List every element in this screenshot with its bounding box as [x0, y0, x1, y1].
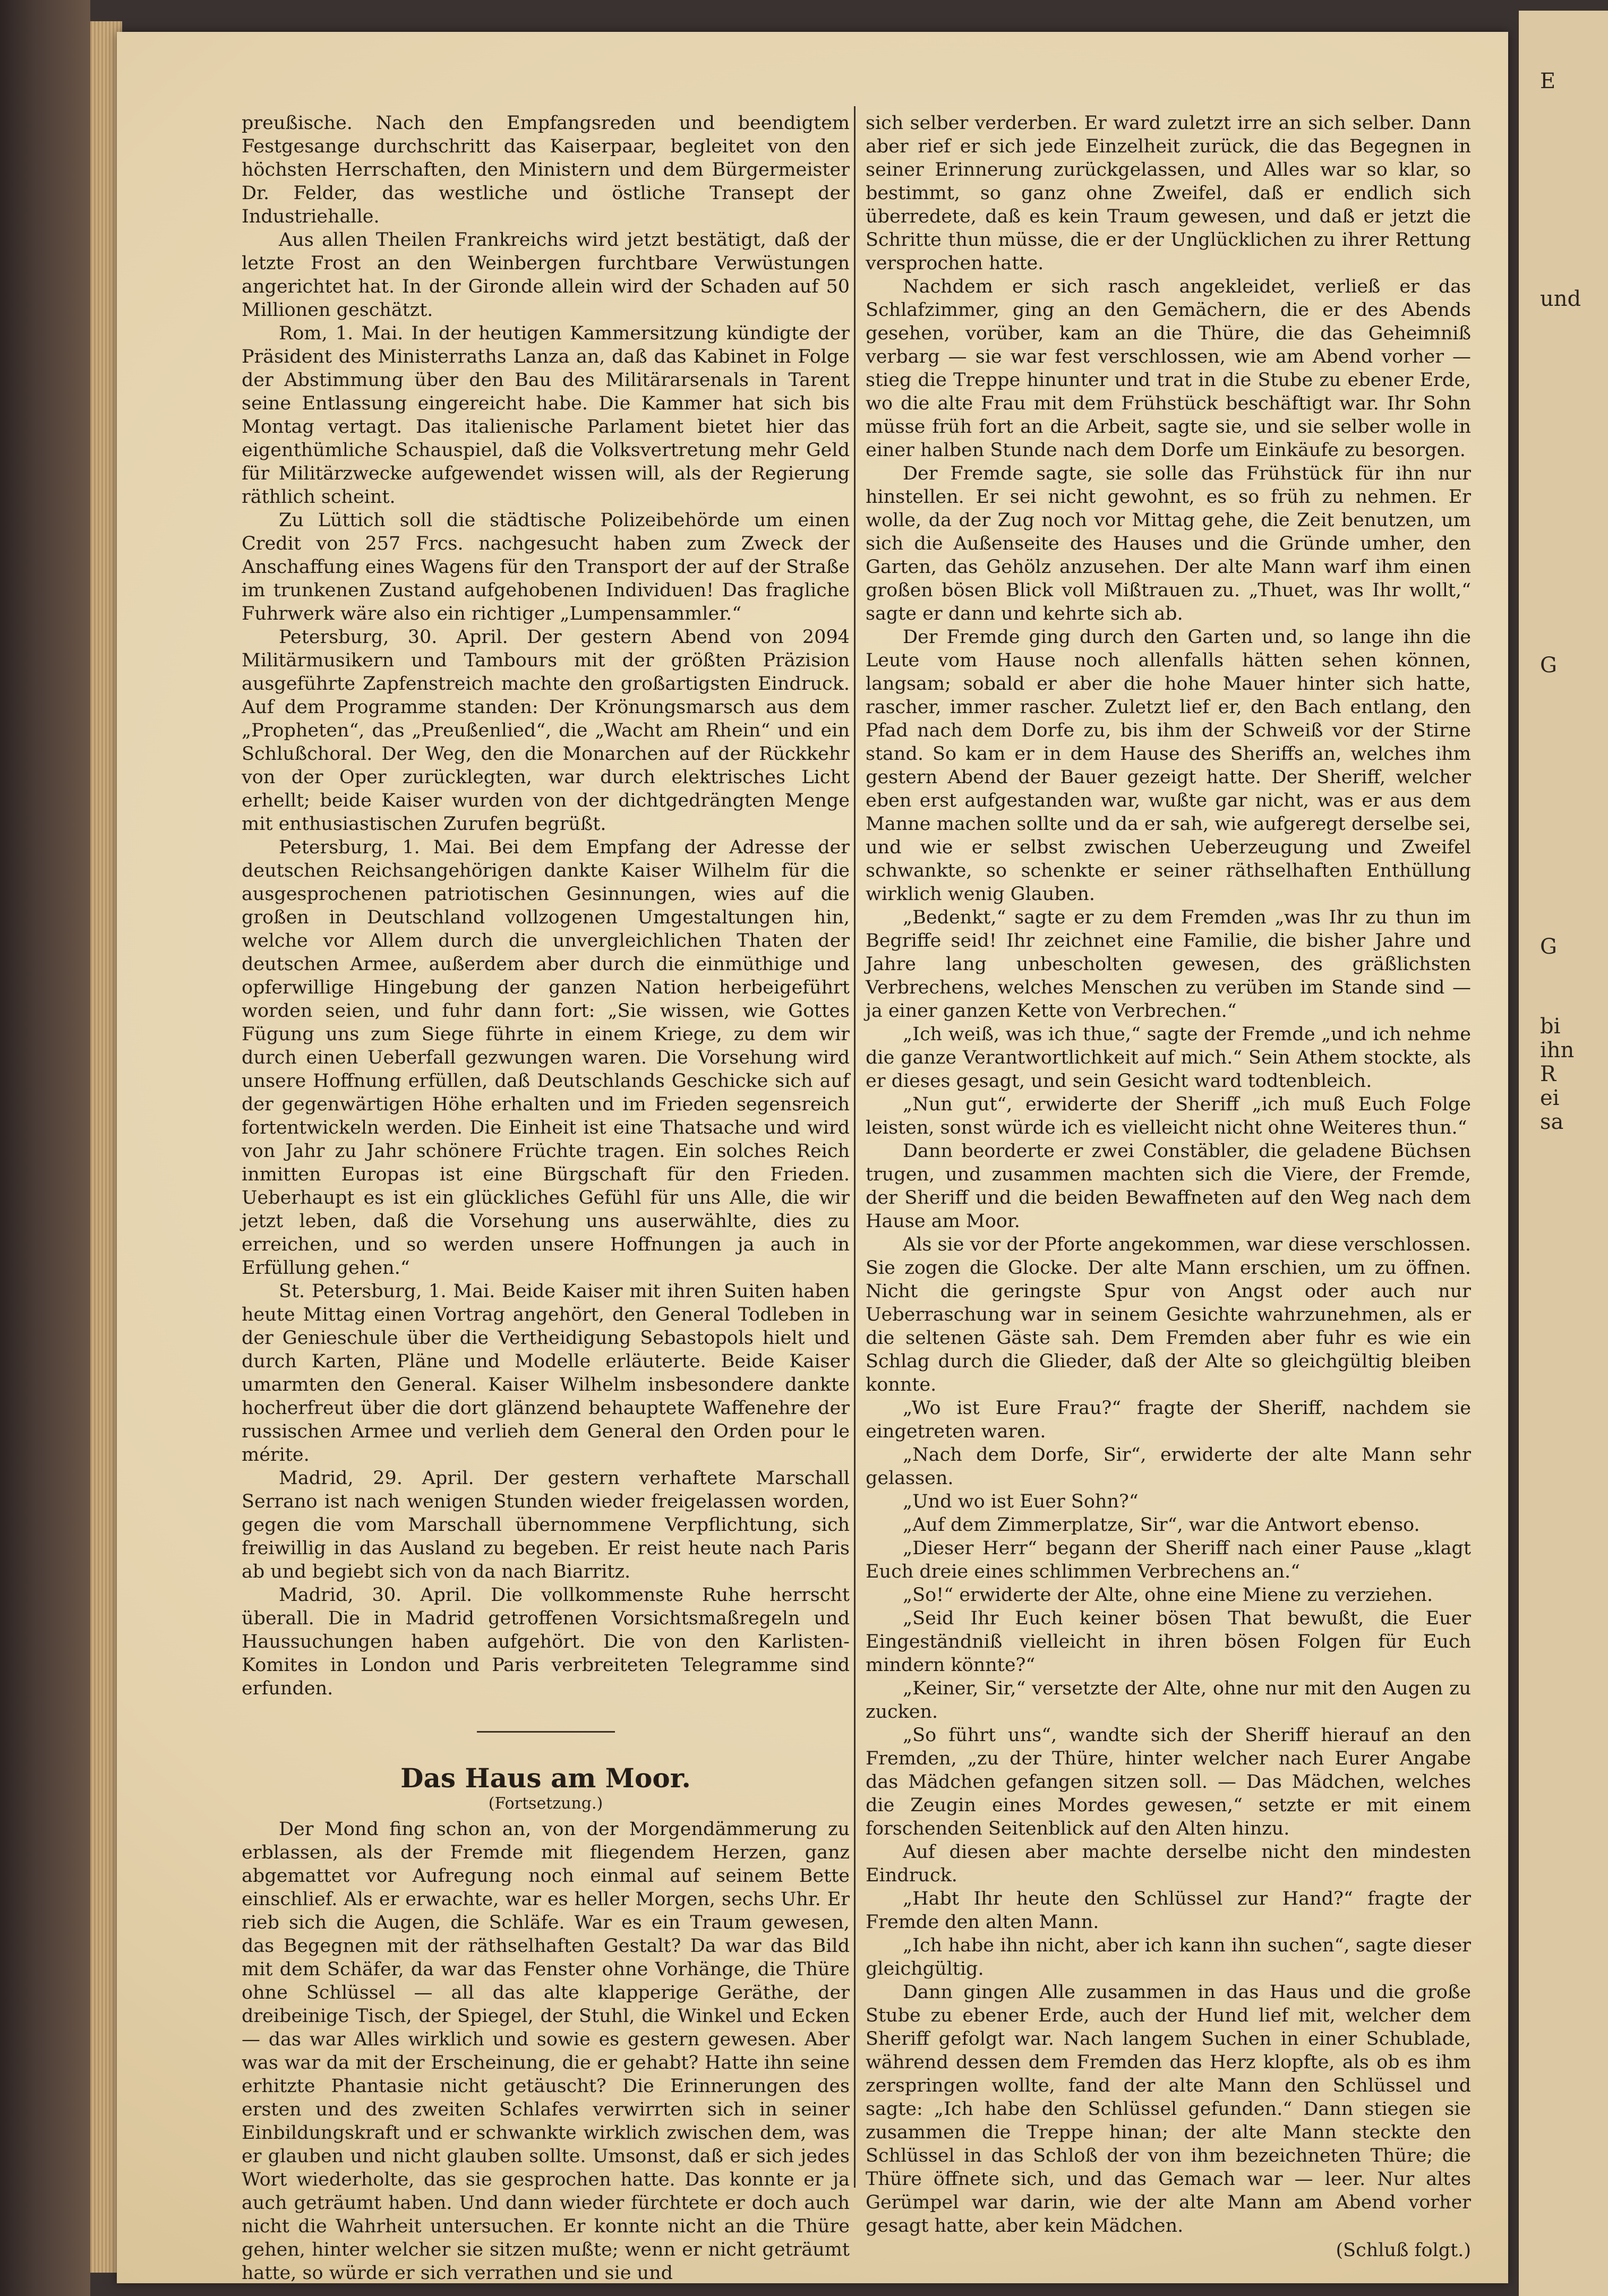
- story-paragraph: Nachdem er sich rasch angekleidet, verließ er das Schlafzimmer, ging an den Gemächern, die er des Abends gesehen, vorüber, kam an die Thüre, die das Geheimniß verbarg — sie war fest verschlossen, wie am Abend vorher — stieg die Treppe hinunter und trat in die Stube zu ebener Erde, wo die alte Frau mit dem Frühstück beschäftigt war. Ihr Sohn müsse früh fort an die Arbeit, sagte sie, und sie selber wolle in einer halben Stunde nach dem Dorfe um Einkäufe zu besorgen.: [866, 276, 1471, 461]
- story-subtitle: (Fortsetzung.): [488, 1794, 603, 1813]
- continuation-note: (Schluß folgt.): [1336, 2240, 1471, 2261]
- story-paragraph: „Keiner, Sir,“ versetzte der Alte, ohne nur mit den Augen zu zucken.: [866, 1678, 1471, 1723]
- news-paragraph: Petersburg, 1. Mai. Bei dem Empfang der Adresse der deutschen Reichsangehörigen dankte Kaiser Wilhelm für die ausgesprochenen patriotischen Gesinnungen, wies auf die großen in Deutschland vollzogenen Umgestaltungen hin, welche vor Allem durch die unvergleichlichen Thaten der deutschen Armee, außerdem aber durch die einmüthige und opferwillige Hingebung der ganzen Nation herbeigeführt worden seien, und fuhr dann fort: „Sie wissen, wie Gottes Fügung uns zum Siege führte in einem Kriege, zu dem wir durch einen Ueberfall gezwungen waren. Die Vorsehung wird unsere Hoffnung erfüllen, daß Deutschlands Geschicke sich auf der gegenwärtigen Höhe erhalten und im Frieden segensreich fortentwickeln werden. Die Einheit ist eine Thatsache und wird von Jahr zu Jahr schönere Früchte tragen. Ein solches Reich inmitten Europas ist eine Bürgschaft für den Frieden. Ueberhaupt es ist ein glückliches Gefühl für uns Alle, die wir jetzt leben, daß die Vorsehung uns auserwählte, dies zu erreichen, und so werden unsere Hoffnungen ja auch in Erfüllung gehen.“: [242, 837, 850, 1279]
- story-paragraph: „Ich weiß, was ich thue,“ sagte der Fremde „und ich nehme die ganze Verantwortlichkeit auf mich.“ Sein Athem stockte, als er dieses gesagt, und sein Gesicht ward todtenbleich.: [866, 1024, 1471, 1092]
- column-rule: [854, 106, 856, 2188]
- right-column: [866, 112, 1471, 2262]
- news-paragraph: Aus allen Theilen Frankreichs wird jetzt bestätigt, daß der letzte Frost an den Weinbergen furchtbare Verwüstungen angerichtet hat. In der Gironde allein wird der Schaden auf 50 Millionen geschätzt.: [242, 229, 850, 321]
- story-paragraph: „Ich habe ihn nicht, aber ich kann ihn suchen“, sagte dieser gleichgültig.: [866, 1935, 1471, 1980]
- story-paragraph: „Und wo ist Euer Sohn?“: [903, 1491, 1139, 1512]
- story-paragraph: sich selber verderben. Er ward zuletzt irre an sich selber. Dann aber rief er sich jede Einzelheit zurück, die das Begegnen in seiner Erinnerung zurückgelassen, und Alles war so klar, so bestimmt, so ganz ohne Zweifel, daß er endlich sich überredete, daß es kein Traum gewesen, und daß er jetzt die Schritte thun müsse, die er der Unglücklichen zu ihrer Rettung versprochen hatte.: [866, 113, 1471, 274]
- story-title: Das Haus am Moor.: [400, 1762, 691, 1794]
- story-paragraph: Als sie vor der Pforte angekommen, war diese verschlossen. Sie zogen die Glocke. Der alte Mann erschien, um zu öffnen. Nicht die geringste Spur von Angst oder auch nur Ueberraschung war in seinem Gesichte wahrzunehmen, als er die seltenen Gäste sah. Dem Fremden aber fuhr es wie ein Schlag durch die Glieder, daß der Alte so gleichgültig bleiben konnte.: [866, 1234, 1471, 1395]
- next-page-edge: [1519, 11, 1608, 2296]
- news-paragraph: Zu Lüttich soll die städtische Polizeibehörde um einen Credit von 257 Frcs. nachgesucht haben zum Zweck der Anschaffung eines Wagens für den Transport der auf der Straße im trunkenen Zustand aufgehobenen Individuen! Das fragliche Fuhrwerk wäre also ein richtiger „Lumpensammler.“: [242, 510, 850, 624]
- next-page-fragment: und: [1540, 287, 1581, 311]
- story-paragraph: „Wo ist Eure Frau?“ fragte der Sheriff, nachdem sie eingetreten waren.: [866, 1398, 1471, 1442]
- story-paragraph: Auf diesen aber machte derselbe nicht den mindesten Eindruck.: [866, 1841, 1471, 1886]
- story-paragraph: „So!“ erwiderte der Alte, ohne eine Miene zu verziehen.: [903, 1584, 1433, 1606]
- next-page-fragment: G: [1540, 653, 1557, 678]
- story-paragraph: „Habt Ihr heute den Schlüssel zur Hand?“ fragte der Fremde den alten Mann.: [866, 1888, 1471, 1933]
- next-page-fragment: bi: [1540, 1014, 1561, 1039]
- left-column: [242, 112, 850, 2285]
- news-paragraph: Madrid, 30. April. Die vollkommenste Ruhe herrscht überall. Die in Madrid getroffenen Vorsichtsmaßregeln und Haussuchungen haben aufgehört. Die von den Karlisten-Komites in London und Paris verbreiteten Telegramme sind erfunden.: [242, 1584, 850, 1699]
- story-paragraph: Der Fremde ging durch den Garten und, so lange ihn die Leute vom Hause noch allenfalls hätten sehen können, langsam; sobald er aber die hohe Mauer hinter sich hatte, rascher, immer rascher. Zuletzt lief er, den Bach entlang, den Pfad nach dem Dorfe zu, bis ihm der Schweiß vor der Stirne stand. So kam er in dem Hause des Sheriffs an, welches ihm gestern Abend der Bauer gezeigt hatte. Der Sheriff, welcher eben erst aufgestanden war, wußte gar nicht, was er aus dem Manne machen sollte und da er sah, wie aufgeregt derselbe sei, und wie er selbst zwischen Ueberzeugung und Zweifel schwankte, so schenkte er seiner räthselhaften Enthüllung wirklich wenig Glauben.: [866, 627, 1471, 905]
- news-paragraph: Petersburg, 30. April. Der gestern Abend von 2094 Militärmusikern und Tambours mit der größten Präzision ausgeführte Zapfenstreich machte den großartigsten Eindruck. Auf dem Programme standen: Der Krönungsmarsch aus dem „Propheten“, das „Preußenlied“, die „Wacht am Rhein“ und ein Schlußchoral. Der Weg, den die Monarchen auf der Rückkehr von der Oper zurücklegten, war durch elektrisches Licht erhellt; beide Kaiser wurden von der dichtgedrängten Menge mit enthusiastischen Zurufen begrüßt.: [242, 627, 850, 835]
- news-paragraph: Rom, 1. Mai. In der heutigen Kammersitzung kündigte der Präsident des Ministerraths Lanza an, daß das Kabinet in Folge der Abstimmung über den Bau des Militärarsenals in Tarent seine Entlassung eingereicht habe. Die Kammer hat sich bis Montag vertagt. Das italienische Parlament bietet hier das eigenthümliche Schauspiel, daß die Volksvertretung mehr Geld für Militärzwecke aufgewendet wissen will, als der Regierung räthlich scheint.: [242, 323, 850, 508]
- story-paragraph: „Seid Ihr Euch keiner bösen That bewußt, die Euer Eingeständniß vielleicht in ihren bösen Folgen für Euch mindern könnte?“: [866, 1608, 1471, 1676]
- next-page-fragment: ihn: [1540, 1038, 1575, 1063]
- story-paragraph: Dann beorderte er zwei Constäbler, die geladene Büchsen trugen, und zusammen machten sich die Viere, der Fremde, der Sheriff und die beiden Bewaffneten auf den Weg nach dem Hause am Moor.: [866, 1141, 1471, 1232]
- story-paragraph: Der Fremde sagte, sie solle das Frühstück für ihn nur hinstellen. Er sei nicht gewohnt, es so früh zu nehmen. Er wolle, da der Zug noch vor Mittag gehe, die Zeit benutzen, um sich die Außenseite des Hauses und die Gründe umher, den Garten, das Gehölz anzusehen. Der alte Mann warf ihm einen großen bösen Blick voll Mißtrauen zu. „Thuet, was Ihr wollt,“ sagte er dann und kehrte sich ab.: [866, 463, 1471, 624]
- story-paragraph: „Bedenkt,“ sagte er zu dem Fremden „was Ihr zu thun im Begriffe seid! Ihr zeichnet eine Familie, die bisher Jahre und Jahre lang unbescholten gewesen, des gräßlichsten Verbrechens, welches Menschen zu verüben im Stande sind — ja einer ganzen Kette von Verbrechen.“: [866, 907, 1471, 1022]
- story-paragraph: Dann gingen Alle zusammen in das Haus und die große Stube zu ebener Erde, auch der Hund lief mit, welcher dem Sheriff gefolgt war. Nach langem Suchen in einer Schublade, während dessen dem Fremden das Herz klopfte, als ob es ihm zerspringen wollte, fand der alte Mann den Schlüssel und sagte: „Ich habe den Schlüssel gefunden.“ Dann stiegen sie zusammen die Treppe hinan; der alte Mann steckte den Schlüssel in das Schloß der von ihm bezeichneten Thüre; die Thüre öffnete sich, und das Gemach war — leer. Nur altes Gerümpel war darin, wie der alte Mann am Abend vorher gesagt hatte, aber kein Mädchen.: [866, 1982, 1471, 2237]
- news-paragraph: preußische. Nach den Empfangsreden und beendigtem Festgesange durchschritt das Kaiserpaar, begleitet von den höchsten Herrschaften, den Ministern und dem Bürgermeister Dr. Felder, das westliche und östliche Transept der Industriehalle.: [242, 113, 850, 227]
- section-divider: [477, 1731, 615, 1733]
- story-paragraph: „Dieser Herr“ begann der Sheriff nach einer Pause „klagt Euch dreie eines schlimmen Verbrechens an.“: [866, 1538, 1471, 1582]
- next-page-fragment: G: [1540, 935, 1557, 959]
- story-paragraph: „Auf dem Zimmerplatze, Sir“, war die Antwort ebenso.: [903, 1514, 1420, 1536]
- story-paragraph: „So führt uns“, wandte sich der Sheriff hierauf an den Fremden, „zu der Thüre, hinter welcher nach Eurer Angabe das Mädchen gefangen sitzen soll. — Das Mädchen, welches die Zeugin eines Mordes gewesen,“ setzte er mit einem forschenden Seitenblick auf den Alten hinzu.: [866, 1725, 1471, 1839]
- news-paragraph: Madrid, 29. April. Der gestern verhaftete Marschall Serrano ist nach wenigen Stunden wieder freigelassen worden, gegen die vom Marschall übernommene Verpflichtung, sich freiwillig in das Ausland zu begeben. Er reist heute nach Paris ab und begiebt sich von da nach Biarritz.: [242, 1468, 850, 1582]
- story-paragraph: „Nach dem Dorfe, Sir“, erwiderte der alte Mann sehr gelassen.: [866, 1444, 1471, 1489]
- next-page-fragment: E: [1540, 69, 1556, 93]
- next-page-fragment: ei: [1540, 1086, 1560, 1110]
- book-spine: [0, 0, 90, 2296]
- story-paragraph: „Nun gut“, erwiderte der Sheriff „ich muß Euch Folge leisten, sonst würde ich es vielleicht nicht ohne Weiteres thun.“: [866, 1094, 1471, 1138]
- next-page-fragment: sa: [1540, 1110, 1564, 1134]
- story-paragraph: Der Mond fing schon an, von der Morgendämmerung zu erblassen, als der Fremde mit fliegendem Herzen, ganz abgemattet vor Aufregung noch einmal auf seinem Bette einschlief. Als er erwachte, war es heller Morgen, sechs Uhr. Er rieb sich die Augen, die Schläfe. War es ein Traum gewesen, das Begegnen mit der räthselhaften Gestalt? Da war das Bild mit dem Schäfer, da war das Fenster ohne Vorhänge, die Thüre ohne Schlüssel — all das alte klapperige Geräthe, der dreibeinige Tisch, der Spiegel, der Stuhl, die Winkel und Ecken — das war Alles wirklich und sowie es gestern gewesen. Aber was war da mit der Erscheinung, die er gehabt? Hatte ihn seine erhitzte Phantasie nicht getäuscht? Die Erinnerungen des ersten und des zweiten Schlafes verwirrten sich in seiner Einbildungskraft und er schwankte wirklich zwischen dem, was er glauben und nicht glauben sollte. Umsonst, daß er sich jedes Wort wiederholte, das sie gesprochen hatte. Das konnte er ja auch geträumt haben. Und dann wieder fürchtete er doch auch nicht die Wahrheit untersuchen. Er konnte nicht an die Thüre gehen, hinter welcher sie sitzen mußte; wenn er nicht geträumt hatte, so würde er sich verrathen und sie und: [242, 1819, 850, 2284]
- news-paragraph: St. Petersburg, 1. Mai. Beide Kaiser mit ihren Suiten haben heute Mittag einen Vortrag angehört, den General Todleben in der Genieschule über die Vertheidigung Sebastopols hielt und durch Karten, Pläne und Modelle erläuterte. Beide Kaiser umarmten den General. Kaiser Wilhelm insbesondere dankte hocherfreut über die dort glänzend behauptete Waffenehre der russischen Armee und verlieh dem General den Orden pour le mérite.: [242, 1281, 850, 1466]
- next-page-fragment: R: [1540, 1062, 1556, 1086]
